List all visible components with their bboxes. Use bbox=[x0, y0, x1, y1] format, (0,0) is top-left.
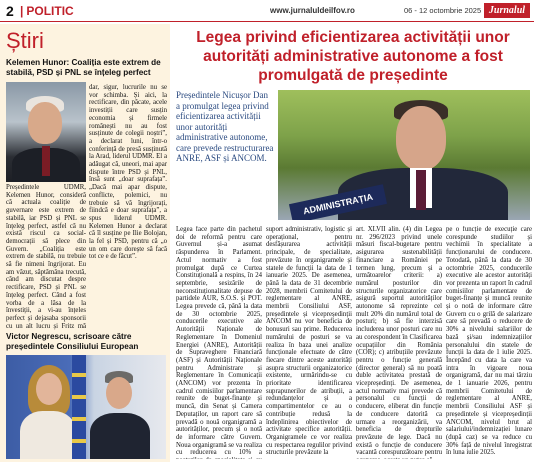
issue-date: 06 - 12 octombrie 2025 bbox=[404, 6, 482, 15]
headline-negrescu: Victor Negrescu, scrisoare către președintele Consiliului European bbox=[6, 332, 139, 351]
sidebar-title: Știri bbox=[6, 28, 44, 53]
article-column-1: Legea face parte din pachetul doi de reformă pentru care Guvernul și-a asumat răspunderea în Parlament. Actul normativ a fost promulgat după ce Curtea Constituțională a respins, în 24 septembrie, sesizările de neconstituționalitate depuse de partidele AUR, S.O.S. și POT. Legea prevede că, până la data de 30 octombrie 2025, conducerile executive ale Autorității Naționale de Reglementare în Domeniul Energiei (ANRE), Autorității de Supraveghere Financiară (ASF) și Autorității Naționale pentru Administrare și Reglementare în Comunicații (ANCOM) vor prezenta în cadrul comisiilor parlamentare reunite de buget-finanțe și muncă, din Senat și Camera Deputaților, un raport care să prevadă o nouă organigramă a autorităților, precum și o notă de informare către Guvern. Noua organigramă se va realiza cu reducerea cu 10% a bbox=[176, 226, 262, 457]
page-header bbox=[0, 0, 534, 22]
article-column-2: suport administrativ, logistic și operațional, pentru desfășurarea activității principale, de specialitate, prevăzute în organigramele și statele de funcții la data de 1 ianuarie 2025. De asemenea, până la data de 31 decembrie 2028, membrii Comitetului de reglementare al ANRE, membrii Consiliului ASF, președintele și vicepreședinții ANCOM nu vor beneficia de bonusuri sau primе. Reducerea numărului de posturi se va realiza în baza unei analize funcționale efectuate de către fiecare dintre aceste autorități asupra structurii organizatorice existente, urmărindu-se cu prioritate identificarea suprapunerilor de atribuții, a redundanțelor și a compartimentelor ce au o contribuție redusă la îndeplinirea obiectivelor de activitate specifice autorității. Organigramele ce vor realiza cu respectarea regulilor privind structurile prevăzute la bbox=[266, 226, 352, 457]
article-column-3: art. XLVII alin. (4) din Legea nr. 296/2023 privind unele măsuri fiscal-bugetare pentru asigurarea sustenabilității financiare a României pe termen lung, precum și a următoarelor criterii: a) numărul posturilor din structurile organizatorice care asigură suportul autorităților autonome să reprezinte cel mult 20% din numărul total de posturi; b) să fie interzisă includerea unor posturi care nu au corespondent în Clasificarea ocupațiilor din România (COR); c) atribuțiile prevăzute pentru o funcție generală (director general) să nu poată duble activitatea prestată de vicepreședinți. De asemenea, actul normativ mai prevede că personalul cu funcții de conducere, eliberat din funcție de conducere datorită ca urmare a reorganizării, va beneficia de drepturile prevăzute de lege. Dacă nu există o funcție de conducere vacantă corespunzătoare pentru bbox=[356, 226, 442, 457]
article-lead: Președintele Nicușor Dan a promulgat legea privind eficientizarea activității unor autorități administrative autonome, care prevede restructurarea ANRE, ASF și ANCOM. bbox=[176, 90, 274, 163]
page-number: 2 bbox=[6, 3, 14, 19]
flag-graphic bbox=[72, 355, 86, 459]
newspaper-logo: Jurnalul bbox=[484, 3, 530, 18]
article-column-4: pe o funcție de execuție care corespunde studiilor și vechimii în specialitate a funcționarului de conducere. Totodată, până la data de 30 octombrie 2025, conducerile executive ale acestor autorități vor prezenta un raport în cadrul comisiilor parlamentare de buget-finanțe și muncă reunite și o notă de informare către Guvern cu o grilă de salarizare care să prevadă o reducere de 30% a nivelului salariilor de bază și/sau indemnizațiilor personalului din statele de funcții la data de 1 iulie 2025. Începând cu data la care va intra în vigoare noua organigramă, dar nu mai târziu de 1 ianuarie 2026, pentru membrii Comitetului de reglementare al ANRE, membrii Consiliului ASF și președintele și vicepreședinții ANCOM, nivelul brut al salariului/indemnizației lunare (după caz) se va reduce cu 30% față de nivelul înregistrat în luna iulie 2025. bbox=[446, 226, 532, 457]
headline-kelemen: Kelemen Hunor: Coaliția este extrem de stabilă, PSD și PNL se înțeleg perfect bbox=[6, 58, 161, 77]
kelemen-text-col-a: Președintele UDMR, Kelemen Hunor, consideră că actuala coaliție de guvernare este extrem de stabilă, iar PSD și PNL se înțeleg perfect, astfel că nu există riscul ca social-democrații să plece din Guvern. „Coaliția este extrem de stabilă, nu trebuie să fie nimeni îngrijorat. Eu am văzut, săptămâna trecută, când am discutat despre rectificare, PSD și PNL se înțeleg perfect. Când a fost vorba de a lăsa de la învestiții, a vi-au înțeles perfect și dejasaba sponsorii cu un alt lucru și Fritz mă bbox=[6, 184, 86, 330]
section-label: | POLITIC bbox=[20, 4, 74, 18]
negrescu-photo bbox=[6, 355, 166, 459]
kelemen-text-col-b: dar, sigur, lucrurile nu se vor schimba. Și aici, la rectificare, din păcate, acele investiții care susțin economia și firmele românești nu au fost susținute de colegii noștri”, a declarat luni, într-o conferință de presă susținută la Arad, liderul UDMR. El a adăugat că, uneori, mai apar dispute între PSD și PNL, însă sunt „doar suprafața”. „Dacă mai apar dispute, conflicte, polemici, nu trebuie să vă îngrijorați, fiindcă e doar suprafața”, a spus liderul UDMR. Kelemen Hunor a declarat că îl susține pe Ilie Bolojan, la fel și PSD, pentru că „o un om care dorește să facă tot ce e de făcut”. bbox=[89, 84, 167, 261]
site-url[interactable]: www.jurnaluldeilfov.ro bbox=[270, 6, 355, 15]
kelemen-photo bbox=[6, 82, 86, 182]
president-photo bbox=[278, 90, 530, 220]
article-title: Legea privind eficientizarea activității unor autorități administrative autonome a fost promulgată de președinte bbox=[196, 29, 510, 84]
podium-sign: ADMINISTRAȚIA bbox=[289, 184, 387, 220]
